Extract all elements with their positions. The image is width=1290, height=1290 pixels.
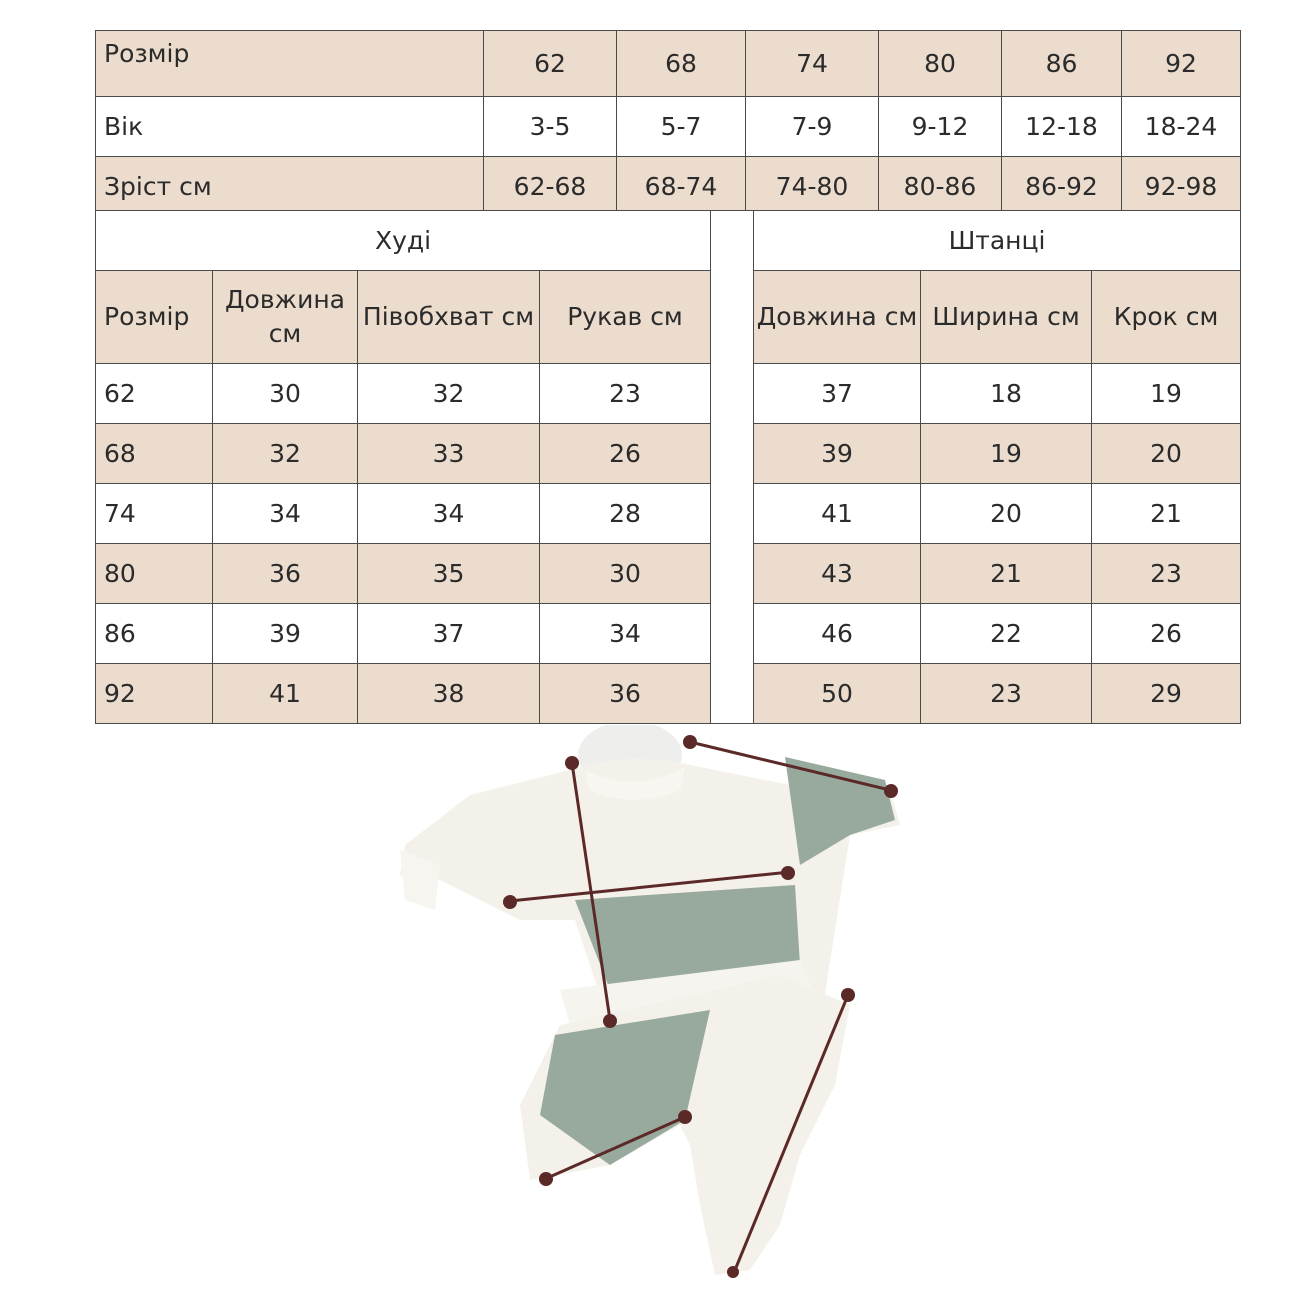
height-value: 74-80	[746, 157, 879, 217]
cell: 41	[213, 664, 358, 724]
cell: 38	[358, 664, 540, 724]
age-value: 7-9	[746, 97, 879, 157]
age-row	[96, 97, 1241, 157]
height-value: 68-74	[617, 157, 746, 217]
cell: 21	[921, 544, 1092, 604]
table-row	[96, 604, 1241, 664]
column-headers-row	[96, 271, 1241, 364]
col-hoodie-sleeve: Рукав см	[540, 271, 711, 364]
cell: 39	[754, 424, 921, 484]
age-value: 5-7	[617, 97, 746, 157]
cell: 23	[921, 664, 1092, 724]
cell: 20	[921, 484, 1092, 544]
cell: 18	[921, 364, 1092, 424]
cell: 34	[213, 484, 358, 544]
row-size: 62	[96, 364, 213, 424]
size-value: 62	[484, 31, 617, 97]
size-value: 86	[1002, 31, 1122, 97]
cell: 29	[1092, 664, 1241, 724]
col-hoodie-length: Довжина см	[213, 271, 358, 364]
row-size: 74	[96, 484, 213, 544]
row-size: 86	[96, 604, 213, 664]
cell: 26	[1092, 604, 1241, 664]
height-value: 86-92	[1002, 157, 1122, 217]
cell: 30	[540, 544, 711, 604]
table-row	[96, 364, 1241, 424]
age-value: 18-24	[1122, 97, 1241, 157]
table-row	[96, 544, 1241, 604]
size-age-height-table	[95, 30, 1241, 217]
row-size: 80	[96, 544, 213, 604]
cell: 19	[921, 424, 1092, 484]
row-size: 68	[96, 424, 213, 484]
cell: 37	[358, 604, 540, 664]
cell: 34	[358, 484, 540, 544]
cell: 46	[754, 604, 921, 664]
cell: 32	[213, 424, 358, 484]
cell: 36	[540, 664, 711, 724]
cell: 50	[754, 664, 921, 724]
cell: 23	[1092, 544, 1241, 604]
cell: 35	[358, 544, 540, 604]
table-row	[96, 664, 1241, 724]
cell: 30	[213, 364, 358, 424]
age-value: 9-12	[879, 97, 1002, 157]
table-gap	[711, 211, 754, 724]
size-value: 92	[1122, 31, 1241, 97]
col-hoodie-half-chest: Півобхват см	[358, 271, 540, 364]
hoodie-title: Худі	[96, 211, 711, 271]
size-value: 74	[746, 31, 879, 97]
col-pants-step: Крок см	[1092, 271, 1241, 364]
cell: 37	[754, 364, 921, 424]
cell: 22	[921, 604, 1092, 664]
height-row	[96, 157, 1241, 217]
table-row	[96, 424, 1241, 484]
pants-title: Штанці	[754, 211, 1241, 271]
cell: 23	[540, 364, 711, 424]
col-pants-length: Довжина см	[754, 271, 921, 364]
size-row	[96, 31, 1241, 97]
col-size: Розмір	[96, 271, 213, 364]
size-value: 80	[879, 31, 1002, 97]
cell: 21	[1092, 484, 1241, 544]
cell: 41	[754, 484, 921, 544]
cell: 39	[213, 604, 358, 664]
row-size: 92	[96, 664, 213, 724]
cell: 19	[1092, 364, 1241, 424]
table-row	[96, 484, 1241, 544]
height-value: 92-98	[1122, 157, 1241, 217]
age-label: Вік	[96, 97, 484, 157]
section-titles-row	[96, 211, 1241, 271]
cell: 26	[540, 424, 711, 484]
height-value: 80-86	[879, 157, 1002, 217]
measurements-table	[95, 210, 1241, 724]
cell: 20	[1092, 424, 1241, 484]
cell: 43	[754, 544, 921, 604]
tracksuit-illustration	[380, 725, 940, 1280]
height-label: Зріст см	[96, 157, 484, 217]
cell: 36	[213, 544, 358, 604]
cell: 32	[358, 364, 540, 424]
cell: 34	[540, 604, 711, 664]
cell: 28	[540, 484, 711, 544]
age-value: 3-5	[484, 97, 617, 157]
size-label: Розмір	[96, 31, 484, 97]
size-value: 68	[617, 31, 746, 97]
height-value: 62-68	[484, 157, 617, 217]
age-value: 12-18	[1002, 97, 1122, 157]
col-pants-width: Ширина см	[921, 271, 1092, 364]
cell: 33	[358, 424, 540, 484]
